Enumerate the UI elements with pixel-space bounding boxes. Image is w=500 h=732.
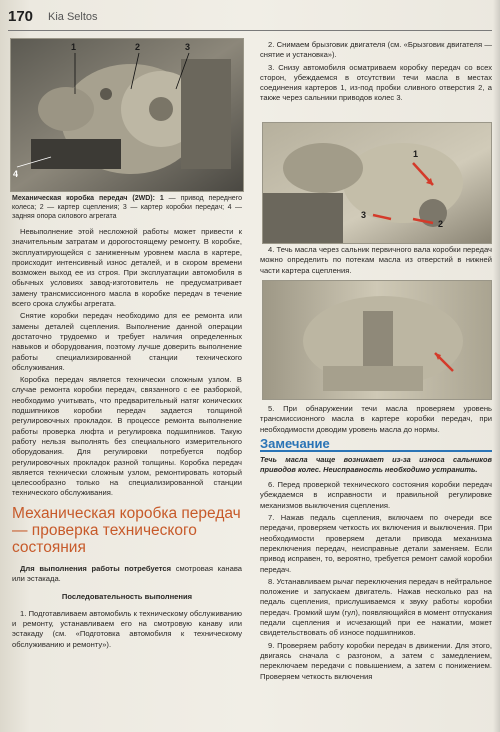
- note-title: Замечание: [260, 439, 492, 452]
- clutch-housing-photo: [262, 280, 492, 400]
- right-step-4: [260, 245, 492, 278]
- step-8: 8. Устанавливаем рычаг переключения передач в нейтральное положение и запускаем двигатель. Нажав несколько раз на педаль сцепления, прислушиваемся к звуку работы коробки передач. Громкий шум (гул), появляющийся в момент отпускания педали сцепления и исчезающий при ее нажатии, может свидетельствовать об износе подшипников.: [260, 576, 492, 638]
- callout-3: 3: [185, 42, 191, 52]
- page-header: [8, 8, 492, 30]
- caption-rest: — привод переднего колеса; 2 — картер сцепления; 3 — картер коробки передач; 4 — задняя опора силового агрегата: [12, 195, 242, 220]
- right-column-bottom: [260, 404, 492, 684]
- callout-3: 3: [361, 210, 367, 220]
- caption-bold: Механическая коробка передач (2WD): 1: [12, 195, 164, 202]
- tools-rest: смотровая канава или эстакада.: [12, 563, 242, 584]
- callout-4: 4: [13, 169, 19, 179]
- step-4: 4. Течь масла через сальник первичного вала коробки передач можно определить по потекам масла из отверстий в нижней части картера сцепления.: [260, 245, 492, 275]
- photo-caption: [12, 194, 242, 221]
- step-3: 3. Снизу автомобиля осматриваем коробку передач со всех сторон, убеждаемся в отсутствии течи масла в местах соединения картеров 1, из-под пробки сливного отверстия 2, а также через сальники приводов колес 3.: [260, 62, 492, 103]
- step-9: 9. Проверяем работу коробки передач в движении. Для этого, двигаясь сначала с разгоном, а затем с замедлением, переключаем передачи с повышением, а затем с понижением. Проверяем четкость включения: [260, 640, 492, 681]
- step-1: 1. Подготавливаем автомобиль к техническому обслуживанию и ремонту, устанавливаем его на смотровую канаву или эстакаду (см. «Подготовка автомобиля к техническому обслуживанию и ремонту»).: [12, 608, 242, 649]
- tools-bold: Для выполнения работы потребуется: [20, 563, 172, 573]
- book-title: Kia Seltos: [48, 11, 98, 23]
- step-5: 5. При обнаружении течи масла проверяем уровень трансмиссионного масла в картере коробки передач, при необходимости доводим уровень масла до нормы.: [260, 404, 492, 434]
- gearbox-underside-photo: [262, 122, 492, 244]
- page-edge-shadow: [493, 0, 500, 732]
- paragraph: Невыполнение этой несложной работы может привести к значительным затратам и дорогостоящему ремонту. В коробке, эксплуатирующейся с заниженным уровнем масла в картере, происходит интенсивный износ деталей, и в скором времени возможен выход ее из строя. При эксплуатации автомобиля в обычных условиях завод-изготовитель не предусматривает замену трансмиссионного масла в коробке передач в течение всего срока службы агрегата.: [12, 227, 242, 309]
- note-text: Течь масла чаще возникает из-за износа сальников приводов колес. Неисправность необходимо устранить.: [260, 455, 492, 474]
- right-column-top: [260, 40, 492, 106]
- callout-2: 2: [135, 42, 141, 52]
- paragraph: Снятие коробки передач необходимо для ее ремонта или замены деталей сцепления. Выполнение данной операции достаточно трудоемко и требует наличия определенных навыков и оборудования, поэтому лучше доверить выполнение работы специализированной станции технического обслуживания.: [12, 311, 242, 372]
- step-7: 7. Нажав педаль сцепления, включаем по очереди все передачи, проверяем четкость их включения и выключения. При необходимости проверяем детали привода механизма переключения передач, неисправные детали заменяем. Если привод исправен, то, вероятно, требуется ремонт самой коробки передач.: [260, 513, 492, 574]
- section-title: Механическая коробка передач — проверка технического состояния: [12, 504, 241, 556]
- procedure-heading: Последовательность выполнения: [61, 592, 193, 602]
- gearbox-photo: [10, 38, 244, 192]
- callout-1: 1: [413, 149, 419, 159]
- tools-required: [12, 564, 242, 585]
- left-column: [12, 194, 242, 652]
- callout-1: 1: [71, 42, 77, 52]
- step-6: 6. Перед проверкой технического состояния коробки передач убеждаемся в исправности и правильной регулировке механизмов выключения сцепления.: [260, 480, 492, 510]
- paragraph: Коробка передач является технически сложным узлом. В случае ремонта коробки передач, связанного с ее разборкой, необходимо учитывать, что предварительный натяг конических подшипников коробки передач задается толщиной регулировочных прокладок. В процессе ремонта выполнение работы проверка люфта и регулировка подшипников. Такую работу нельзя выполнять без специального измерительного оборудования. Для регулировки потребуется подбор регулировочных прокладок разной толщины. Коробка передач является технически сложным узлом, ремонтировать который целесообразно только на специализированной станции технического обслуживания.: [12, 375, 242, 498]
- page-number: 170: [8, 8, 34, 25]
- header-rule: [8, 30, 492, 31]
- step-2: 2. Снимаем брызговик двигателя (см. «Брызговик двигателя — снятие и установка»).: [260, 40, 492, 60]
- callout-2: 2: [438, 219, 444, 229]
